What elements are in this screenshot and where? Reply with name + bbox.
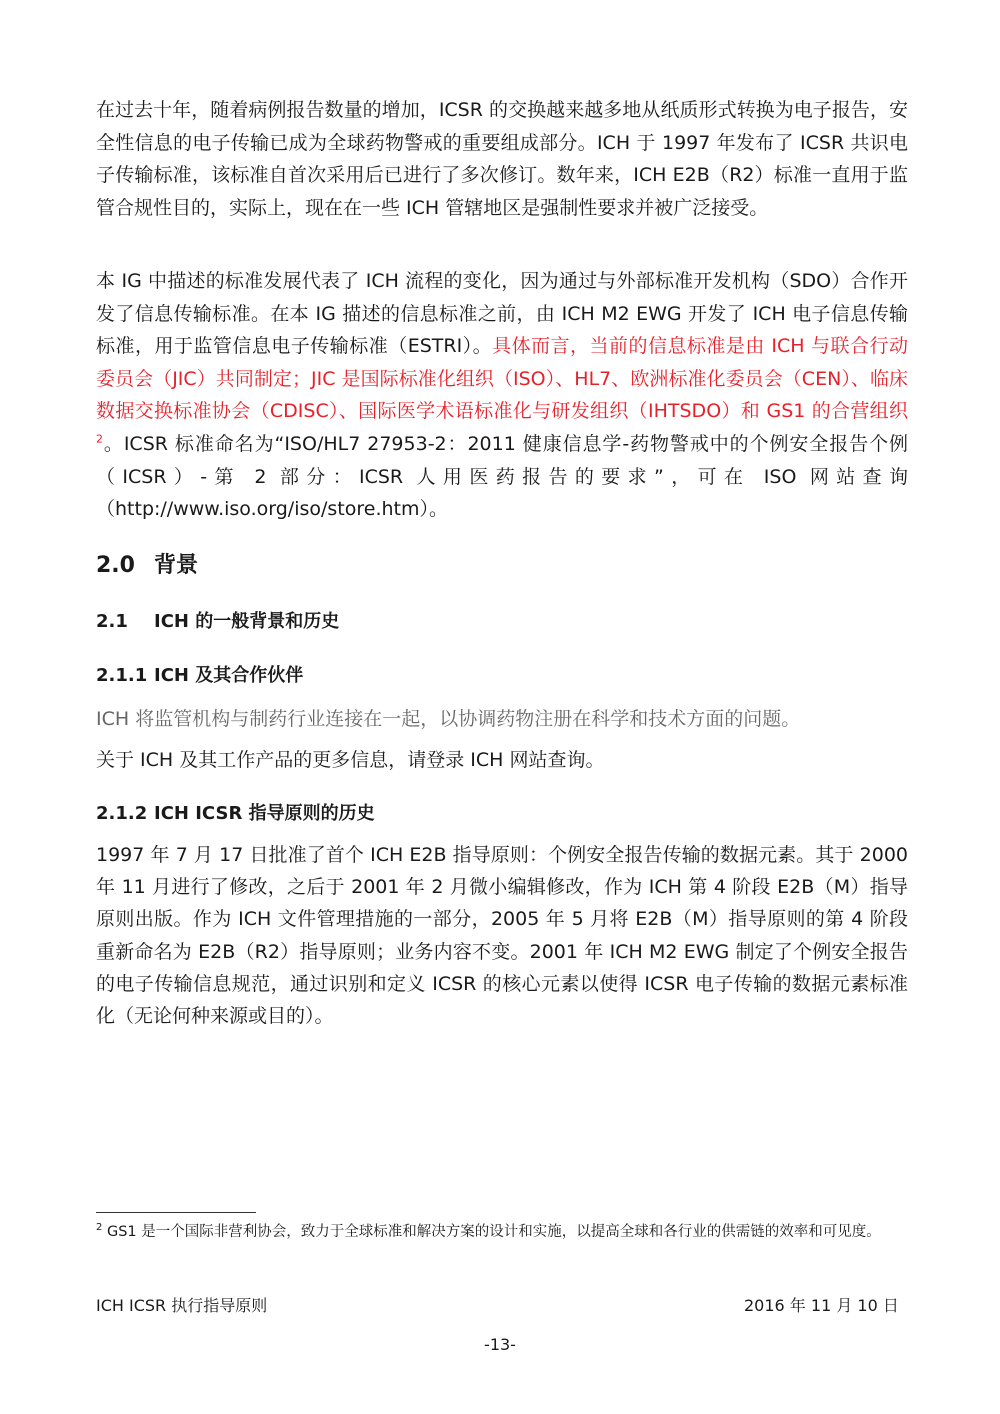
section-number: 2.1 [96,611,128,632]
section-2-0-heading [96,548,198,579]
section-title: ICH ICSR 指导原则的历史 [154,803,375,824]
section-2-1-1-paragraph-1: ICH 将监管机构与制药行业连接在一起，以协调药物注册在科学和技术方面的问题。 [96,708,801,730]
section-title: ICH 的一般背景和历史 [154,611,340,632]
footnote [96,1221,908,1244]
intro-paragraph-2-text-b: 。ICSR 标准命名为“ISO/HL7 27953-2：2011 健康信息学-药物警戒中的个例安全报告个例（ICSR）-第 2 部分：ICSR 人用医药报告的要求”，可在 ISO 网站查询（http://www.iso.org/iso/store.htm）。 [96,432,908,521]
section-title: ICH 及其合作伙伴 [154,665,304,686]
section-title: 背景 [154,553,199,578]
footer-document-title: ICH ICSR 执行指导原则 [96,1296,268,1315]
intro-paragraph-2 [96,265,908,526]
intro-paragraph-2-highlight: 具体而言，当前的信息标准是由 ICH 与联合行动委员会（JIC）共同制定；JIC 是国际标准化组织（ISO）、HL7、欧洲标准化委员会（CEN）、临床数据交换标准协会（CDISC）、国际医学术语标准化与研发组织（IHTSDO）和 GS1 的合营组织 [96,335,908,423]
footnote-reference: 2 [96,432,103,446]
footer-date: 2016 年 11 月 10 日 [744,1296,899,1315]
section-2-1-1-heading [96,661,303,687]
intro-paragraph-2-text-a: 本 IG 中描述的标准发展代表了 ICH 流程的变化，因为通过与外部标准开发机构（SDO）合作开发了信息传输标准。在本 IG 描述的信息标准之前，由 ICH M2 EWG 开发了 ICH 电子信息传输标准，用于监管信息电子传输标准（ESTRI）。 [96,270,908,358]
section-2-1-2-heading [96,799,375,825]
intro-paragraph-1: 在过去十年，随着病例报告数量的增加，ICSR 的交换越来越多地从纸质形式转换为电子报告，安全性信息的电子传输已成为全球药物警戒的重要组成部分。ICH 于 1997 年发布了 ICSR 共识电子传输标准，该标准自首次采用后已进行了多次修订。数年来，ICH E2B（R2）标准一直用于监管合规性目的，实际上，现在在一些 ICH 管辖地区是强制性要求并被广泛接受。 [96,99,908,219]
footnote-mark: 2 [96,1222,103,1234]
section-number: 2.1.2 [96,803,148,824]
footnote-text: GS1 是一个国际非营利协会，致力于全球标准和解决方案的设计和实施，以提高全球和各行业的供需链的效率和可见度。 [102,1224,881,1240]
footnote-divider [96,1212,256,1213]
section-number: 2.1.1 [96,665,148,686]
section-2-1-heading [96,607,339,633]
section-2-1-2-paragraph: 1997 年 7 月 17 日批准了首个 ICH E2B 指导原则：个例安全报告传输的数据元素。其于 2000 年 11 月进行了修改，之后于 2001 年 2 月微小编辑修改，作为 ICH 第 4 阶段 E2B（M）指导原则出版。作为 ICH 文件管理措施的一部分，2005 年 5 月将 E2B（M）指导原则的第 4 阶段重新命名为 E2B（R2）指导原则；业务内容不变。2001 年 ICH M2 EWG 制定了个例安全报告的电子传输信息规范，通过识别和定义 ICSR 的核心元素以使得 ICSR 电子传输的数据元素标准化（无论何种来源或目的）。 [96,844,908,1028]
section-number: 2.0 [96,553,135,578]
section-2-1-1-paragraph-2: 关于 ICH 及其工作产品的更多信息，请登录 ICH 网站查询。 [96,749,605,771]
page-number: -13- [484,1335,516,1354]
